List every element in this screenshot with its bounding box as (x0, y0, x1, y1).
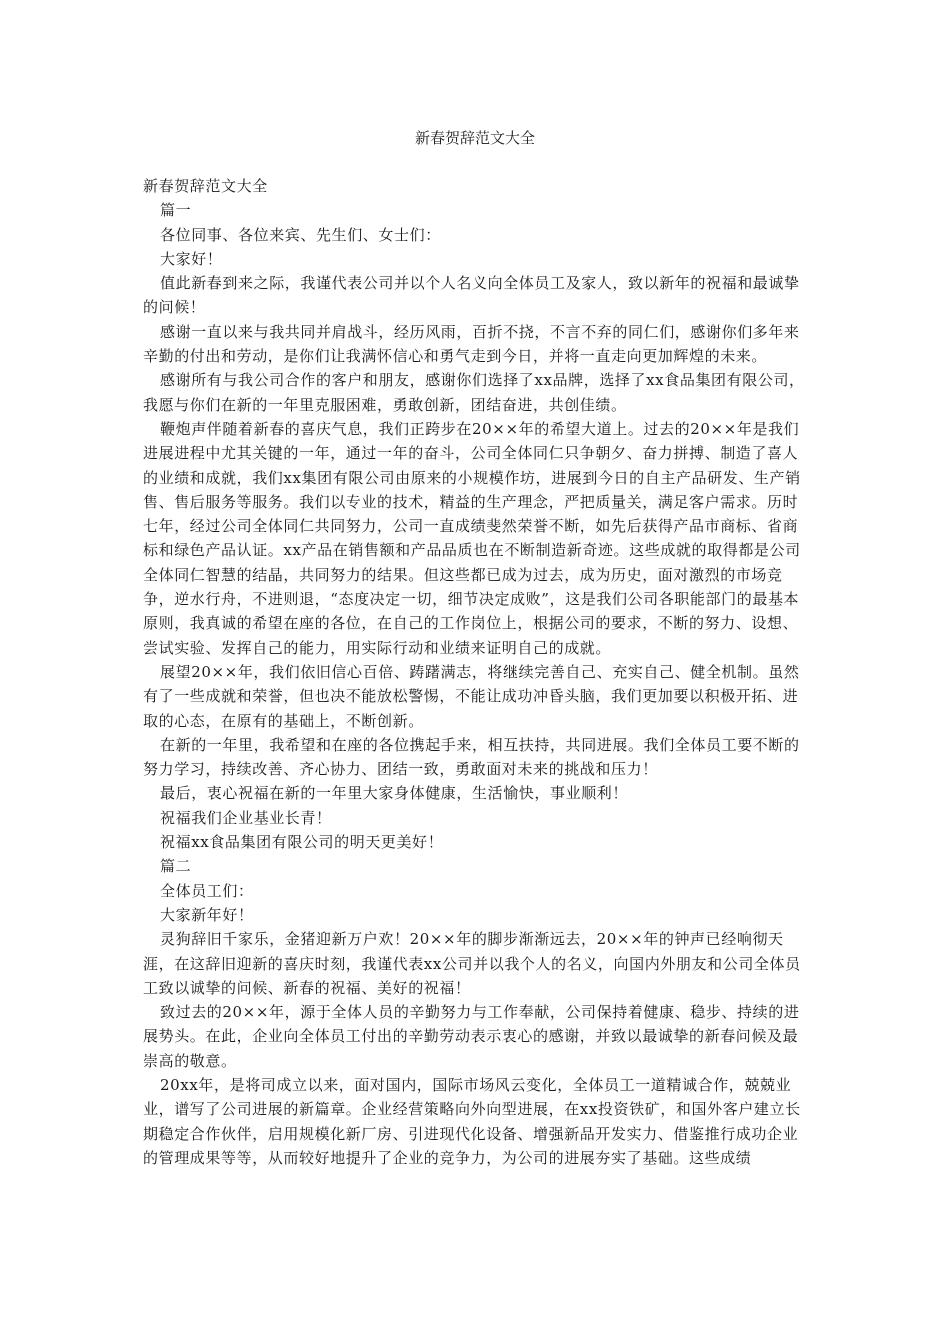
document-heading: 新春贺辞范文大全 (143, 177, 268, 195)
paragraph: 20xx年，是将司成立以来，面对国内，国际市场风云变化，全体员工一道精诚合作，兢兢业业，谱写了公司进展的新篇章。企业经营策略向外向型进展，在xx投资铁矿，和国外客户建立长期稳定合作伙伴，启用规模化新厂房、引进现代化设备、增强新品开发实力、借鉴推行成功企业的管理成果等等，从而较好地提升了企业的竞争力，为公司的进展夯实了基础。这些成绩 (143, 1075, 801, 1167)
paragraph: 感谢一直以来与我共同并肩战斗，经历风雨，百折不挠，不言不弃的同仁们，感谢你们多年来辛勤的付出和劳动，是你们让我满怀信心和勇气走到今日，并将一直走向更加辉煌的未来。 (143, 322, 800, 366)
paragraph: 值此新春到来之际，我谨代表公司并以个人名义向全体员工及家人，致以新年的祝福和最诚挚的问候！ (143, 274, 800, 317)
paragraph-greeting-2: 大家新年好！ (160, 905, 254, 924)
paragraph: 鞭炮声伴随着新春的喜庆气息，我们正跨步在20××年的希望大道上。过去的20××年是我们进展进程中尤其关键的一年，通过一年的奋斗，公司全体同仁只争朝夕、奋力拼搏、制造了喜人的业绩和成就，我们xx集团有限公司由原来的小规模作坊，进展到今日的自主产品研发、生产销售、售后服务等服务。我们以专业的技术，精益的生产理念，严把质量关，满足客户需求。历时七年，经过公司全体同仁共同努力，公司一直成绩斐然荣誉不断，如先后获得产品市商标、省商标和绿色产品认证。xx产品在销售额和产品品质也在不断制造新奇迹。这些成就的取得都是公司全体同仁智慧的结晶，共同努力的结果。但这些都已成为过去，成为历史，面对激烈的市场竞争，逆水行舟，不进则退，“态度决定一切，细节决定成败”，这是我们公司各职能部门的最基本原则，我真诚的希望在座的各位，在自己的工作岗位上，根据公司的要求，不断的努力、设想、尝试实验、发挥自己的能力，用实际行动和业绩来证明自己的成就。 (143, 419, 801, 657)
document-title: 新春贺辞范文大全 (414, 129, 535, 147)
paragraph: 在新的一年里，我希望和在座的各位携起手来，相互扶持，共同进展。我们全体员工要不断的努力学习，持续改善、齐心协力、团结一致，勇敢面对未来的挑战和压力！ (143, 735, 800, 779)
paragraph-section-1-label: 篇一 (160, 201, 192, 220)
paragraph-salutation-2: 全体员工们： (160, 881, 254, 900)
document-body (143, 174, 809, 1170)
paragraph: 祝福xx食品集团有限公司的明天更美好！ (160, 833, 444, 852)
paragraph: 致过去的20××年，源于全体人员的辛勤努力与工作奉献，公司保持着健康、稳步、持续的进展势头。在此，企业向全体员工付出的辛勤劳动表示衷心的感谢，并致以最诚挚的新春问候及最崇高的敬意。 (143, 1003, 800, 1070)
paragraph: 感谢所有与我公司合作的客户和朋友，感谢你们选择了xx品牌，选择了xx食品集团有限公司，我愿与你们在新的一年里克服困难，勇敢创新，团结奋进，共创佳绩。 (143, 371, 805, 414)
paragraph-salutation-1: 各位同事、各位来宾、先生们、女士们： (160, 225, 441, 244)
paragraph-greeting-1: 大家好！ (160, 249, 223, 268)
paragraph: 展望20××年，我们依旧信心百倍、踌躇满志，将继续完善自己、充实自己、健全机制。虽然有了一些成就和荣誉，但也决不能放松警惕，不能让成功冲昏头脑，我们更加要以积极开拓、进取的心态，在原有的基础上，不断创新。 (143, 662, 800, 730)
paragraph: 最后，衷心祝福在新的一年里大家身体健康，生活愉快，事业顺利！ (160, 784, 629, 803)
paragraph-section-2-label: 篇二 (160, 857, 192, 876)
paragraph: 祝福我们企业基业长青！ (160, 808, 332, 827)
paragraph: 灵狗辞旧千家乐，金猪迎新万户欢！20××年的脚步渐渐远去，20××年的钟声已经响彻天涯，在这辞旧迎新的喜庆时刻，我谨代表xx公司并以我个人的名义，向国内外朋友和公司全体员工致以诚挚的问候、新春的祝福、美好的祝福！ (143, 930, 801, 997)
